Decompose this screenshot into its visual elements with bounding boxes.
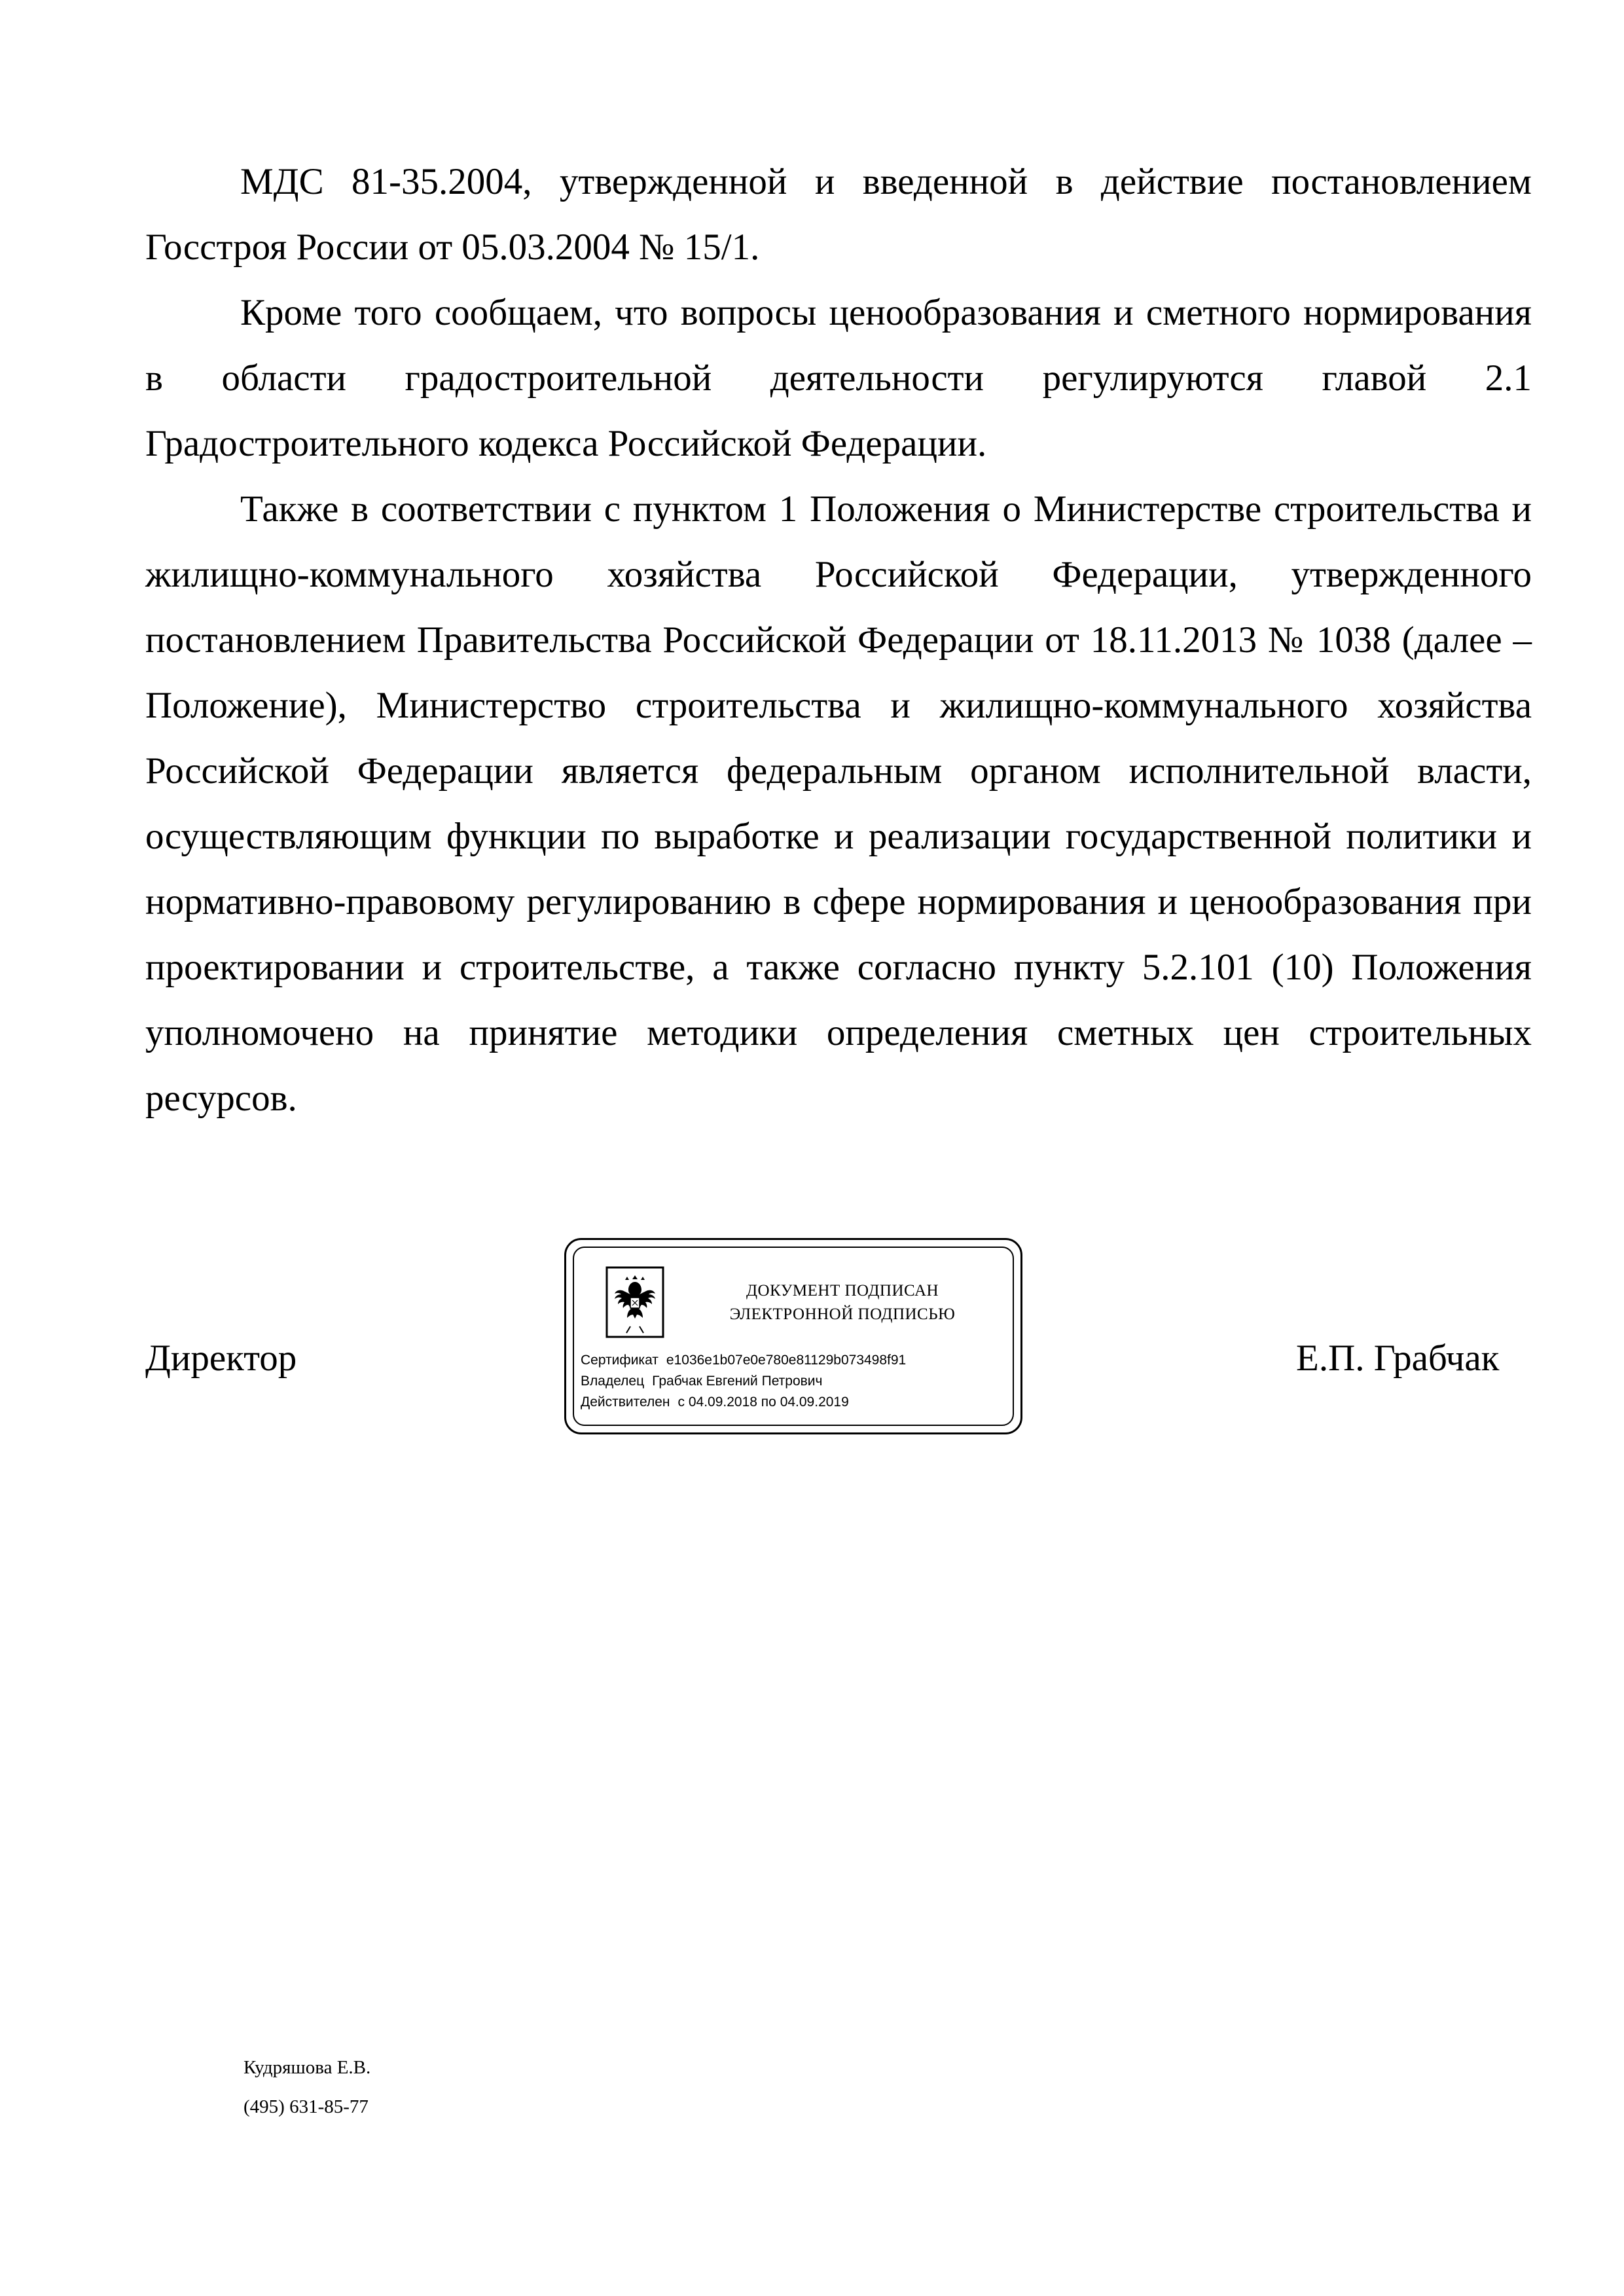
signer-name: Е.П. Грабчак <box>1296 1338 1500 1379</box>
certificate-value: e1036e1b07e0e780e81129b073498f91 <box>666 1353 907 1368</box>
electronic-signature-stamp <box>564 1238 1022 1434</box>
stamp-details <box>581 1350 906 1413</box>
certificate-row <box>581 1350 906 1371</box>
paragraph-2: Кроме того сообщаем, что вопросы ценообразования и сметного нормирования в области градостроительной деятельности регулируются главой 2.1 Градостроительного кодекса Российской Федерации. <box>145 292 1532 464</box>
letter-body <box>145 149 1532 1131</box>
owner-value: Грабчак Евгений Петрович <box>652 1374 823 1389</box>
validity-row <box>581 1392 906 1413</box>
contact-name: Кудряшова Е.В. <box>244 2057 371 2078</box>
certificate-label: Сертификат <box>581 1353 659 1368</box>
coat-of-arms-icon <box>605 1266 664 1338</box>
owner-row <box>581 1371 906 1392</box>
stamp-title-line-2: ЭЛЕКТРОННОЙ ПОДПИСЬЮ <box>729 1305 956 1323</box>
stamp-title-line-1: ДОКУМЕНТ ПОДПИСАН <box>746 1282 939 1300</box>
validity-label: Действителен <box>581 1394 670 1410</box>
contact-block <box>244 2048 370 2126</box>
paragraph-1: МДС 81-35.2004, утвержденной и введенной в действие постановлением Госстроя России от 05.03.2004 № 15/1. <box>145 161 1532 268</box>
stamp-title <box>677 1279 1007 1326</box>
contact-phone: (495) 631-85-77 <box>244 2096 369 2117</box>
validity-value: с 04.09.2018 по 04.09.2019 <box>677 1394 849 1410</box>
paragraph-3: Также в соответствии с пунктом 1 Положения о Министерстве строительства и жилищно-коммунального хозяйства Российской Федерации, утвержденного постановлением Правительства Российской Федерации от 18.11.2013 № 1038 (далее – Положение), Министерство строительства и жилищно-коммунального хозяйства Российской Федерации является федеральным органом исполнительной власти, осуществляющим функции по выработке и реализации государственной политики и нормативно-правовому регулированию в сфере нормирования и ценообразования при проектировании и строительстве, а также согласно пункту 5.2.101 (10) Положения уполномочено на принятие методики определения сметных цен строительных ресурсов. <box>145 488 1532 1119</box>
signer-position: Директор <box>145 1338 297 1379</box>
owner-label: Владелец <box>581 1374 645 1389</box>
